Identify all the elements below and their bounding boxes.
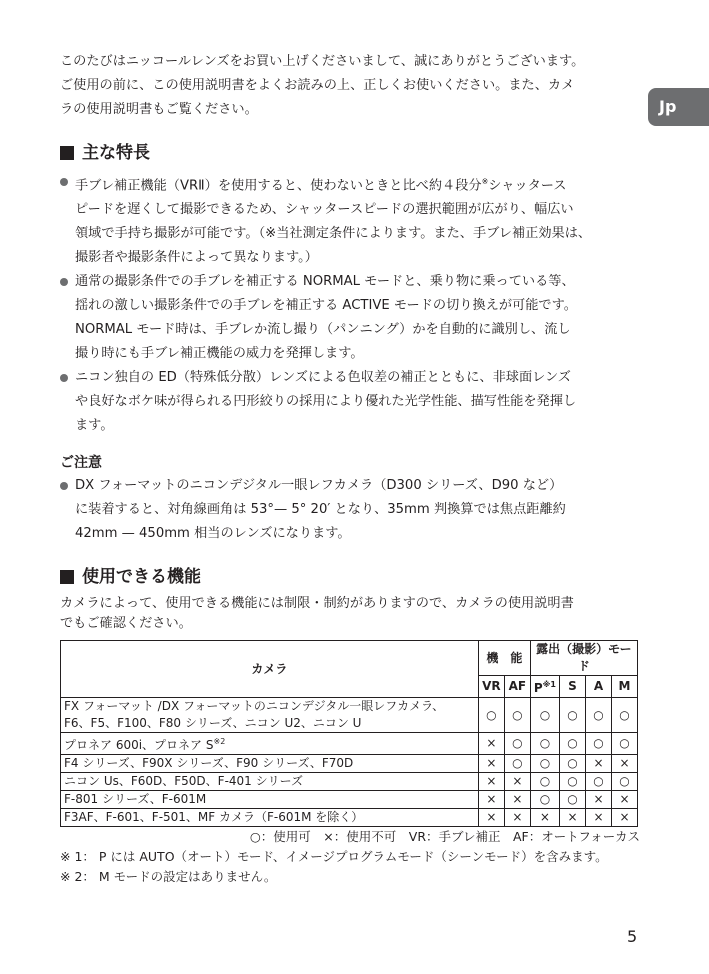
features-heading (60, 140, 640, 166)
page-content (60, 50, 640, 887)
mark-cell: × (478, 773, 504, 791)
mark-cell: × (586, 755, 612, 773)
mark-cell: ○ (586, 773, 612, 791)
footnote-mark: ※ (481, 177, 489, 186)
caution-line: DX フォーマットのニコンデジタル一眼レフカメラ（D300 シリーズ、D90 など） (75, 478, 563, 494)
mark-cell: × (504, 773, 530, 791)
mark-cell: × (478, 733, 504, 755)
caution-item (60, 474, 640, 546)
footnote: ※ 2： M モードの設定はありません。 (60, 869, 277, 885)
mark-cell: × (586, 791, 612, 809)
mark-cell: × (612, 755, 638, 773)
feature-line: ピードを遅くして撮影できるため、シャッタースピードの選択範囲が広がり、幅広い (75, 202, 574, 218)
mark-cell: ○ (504, 698, 530, 733)
feature-line: NORMAL モード時は、手ブレか流し撮り（パンニング）かを自動的に識別し、流し (75, 322, 571, 338)
mark-cell: ○ (560, 698, 586, 733)
bullet-dot-icon (60, 178, 68, 186)
table-row (61, 791, 638, 809)
mark-cell: × (478, 809, 504, 827)
table-row (61, 809, 638, 827)
description-line: でもご確認ください。 (60, 616, 192, 632)
mark-cell: × (504, 791, 530, 809)
feature-item (60, 366, 640, 438)
functions-description (60, 594, 640, 634)
square-bullet-icon (60, 570, 74, 584)
caution-line: 42mm — 450mm 相当のレンズになります。 (75, 526, 351, 542)
feature-line: 手ブレ補正機能（VRⅡ）を使用すると、使わないときと比べ約４段分※シャッタース (75, 177, 567, 194)
mark-cell: × (478, 755, 504, 773)
footnotes (60, 847, 640, 887)
feature-item (60, 170, 640, 270)
mark-cell: ○ (478, 698, 504, 733)
mark-cell: ○ (560, 755, 586, 773)
functions-heading (60, 564, 640, 590)
caution-line: に装着すると、対角線画角は 53°— 5° 20′ となり、35mm 判換算では焦点距離約 (75, 502, 566, 518)
caution-list (60, 474, 640, 546)
feature-line: 撮り時にも手ブレ補正機能の威力を発揮します。 (75, 346, 364, 362)
mark-cell: ○ (586, 733, 612, 755)
table-legend: ○：使用可 ×：使用不可 VR：手ブレ補正 AF：オートフォーカス (249, 829, 640, 845)
square-bullet-icon (60, 146, 74, 160)
mark-cell: ○ (530, 773, 559, 791)
mark-cell: × (612, 809, 638, 827)
table-row (61, 773, 638, 791)
mark-cell: ○ (530, 755, 559, 773)
mark-cell: × (586, 809, 612, 827)
mark-cell: ○ (560, 791, 586, 809)
camera-cell: ニコン Us、F60D、F50D、F-401 シリーズ (61, 773, 479, 791)
intro-line: ラの使用説明書もご覧ください。 (60, 102, 258, 117)
feature-line: ニコン独自の ED（特殊低分散）レンズによる色収差の補正とともに、非球面レンズ (75, 370, 571, 386)
col-header-a: A (586, 676, 612, 698)
mark-cell: × (612, 791, 638, 809)
feature-line: 領域で手持ち撮影が可能です。（※当社測定条件によります。また、手ブレ補正効果は、 (75, 226, 592, 242)
camera-cell: FX フォーマット /DX フォーマットのニコンデジタル一眼レフカメラ、 F6、F5、F100、F80 シリーズ、ニコン U2、ニコン U (61, 698, 479, 733)
mark-cell: × (530, 809, 559, 827)
mark-cell: ○ (560, 773, 586, 791)
features-heading-text: 主な特長 (82, 143, 150, 163)
mark-cell: × (504, 809, 530, 827)
mark-cell: × (560, 809, 586, 827)
feature-line: ます。 (75, 418, 114, 434)
language-tab: Jp (648, 88, 709, 126)
mark-cell: ○ (560, 733, 586, 755)
camera-cell: F4 シリーズ、F90X シリーズ、F90 シリーズ、F70D (61, 755, 479, 773)
mark-cell: ○ (530, 733, 559, 755)
caution-heading: ご注意 (60, 455, 102, 472)
footnote: ※ 1： P には AUTO（オート）モード、イメージプログラムモード（シーンモード）を含みます。 (60, 849, 608, 865)
feature-line: や良好なボケ味が得られる円形絞りの採用により優れた光学性能、描写性能を発揮し (75, 394, 577, 410)
table-row (61, 755, 638, 773)
intro-line: ご使用の前に、この使用説明書をよくお読みの上、正しくお使いください。また、カメ (60, 78, 575, 93)
table-row (61, 698, 638, 733)
col-header-af: AF (504, 676, 530, 698)
bullet-dot-icon (60, 278, 68, 286)
camera-cell: プロネア 600i、プロネア $S^{※2}$ (61, 733, 479, 755)
col-header-vr: VR (478, 676, 504, 698)
mark-cell: × (478, 791, 504, 809)
camera-column-header: カメラ (61, 641, 479, 698)
camera-cell: F3AF、F-601、F-501、MF カメラ（F-601M を除く） (61, 809, 479, 827)
mark-cell: ○ (530, 791, 559, 809)
bullet-dot-icon (60, 482, 68, 490)
col-header-p: $P^{※1}$ (530, 676, 559, 698)
mark-cell: ○ (504, 733, 530, 755)
bullet-dot-icon (60, 374, 68, 382)
mark-cell: ○ (586, 698, 612, 733)
mode-group-header: 露出（撮影）モード (530, 641, 637, 676)
features-list (60, 170, 640, 438)
mark-cell: ○ (612, 733, 638, 755)
description-line: カメラによって、使用できる機能には制限・制約がありますので、カメラの使用説明書 (60, 596, 574, 612)
mark-cell: ○ (612, 698, 638, 733)
camera-cell: F-801 シリーズ、F-601M (61, 791, 479, 809)
col-header-s: S (560, 676, 586, 698)
feature-line: 通常の撮影条件での手ブレを補正する NORMAL モードと、乗り物に乗っている等、 (75, 274, 575, 290)
mark-cell: ○ (530, 698, 559, 733)
intro-line: このたびはニッコールレンズをお買い上げくださいまして、誠にありがとうございます。 (60, 54, 585, 69)
col-header-m: M (612, 676, 638, 698)
feature-line: 撮影者や撮影条件によって異なります。） (75, 250, 318, 266)
mark-cell: ○ (612, 773, 638, 791)
mark-cell: ○ (504, 755, 530, 773)
compatibility-table (60, 640, 638, 827)
page-number: 5 (627, 927, 638, 946)
feature-line: 揺れの激しい撮影条件での手ブレを補正する ACTIVE モードの切り換えが可能です。 (75, 298, 577, 314)
table-row (61, 733, 638, 755)
function-group-header: 機 能 (478, 641, 530, 676)
functions-heading-text: 使用できる機能 (82, 567, 201, 588)
feature-item (60, 270, 640, 366)
intro-text (60, 50, 640, 122)
